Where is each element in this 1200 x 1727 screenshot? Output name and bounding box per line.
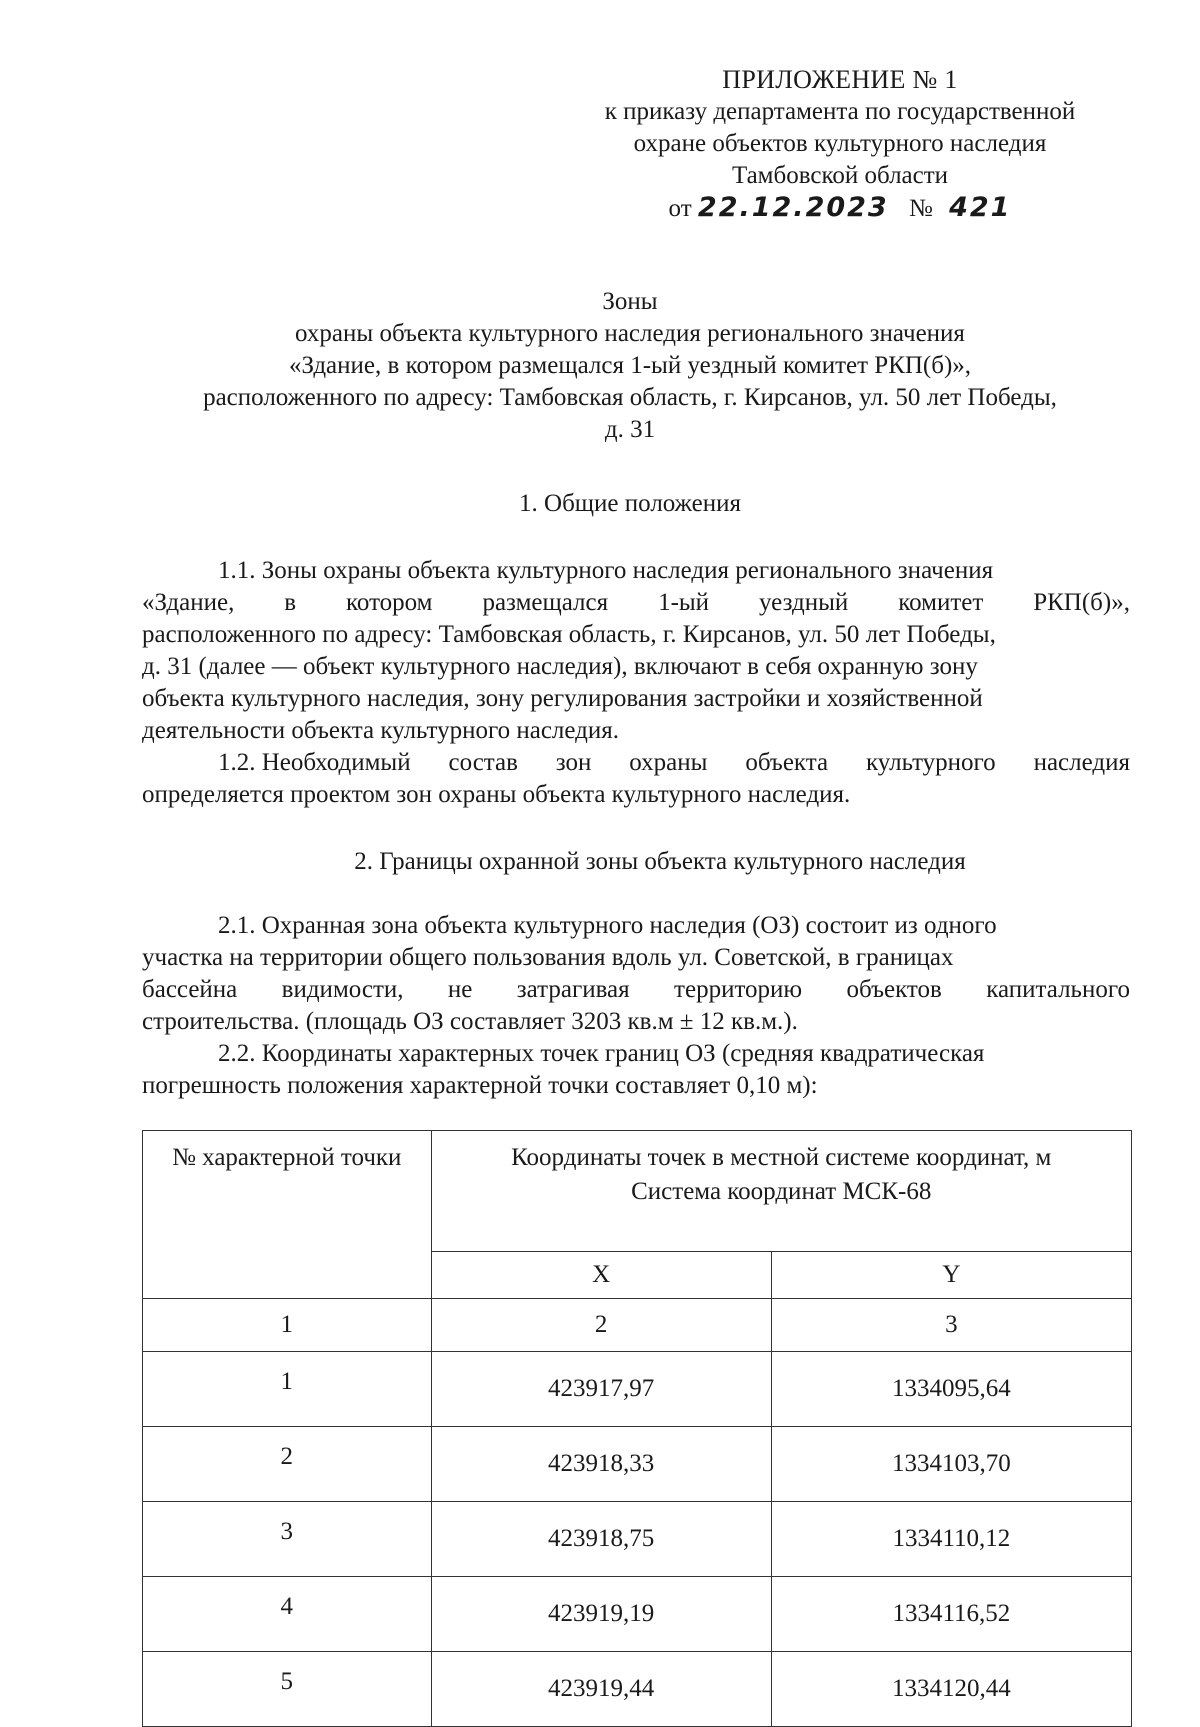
header-coordinates — [431, 1131, 1132, 1252]
section-1-paragraph-2 — [142, 747, 1130, 811]
heading-line-1: Зоны — [602, 288, 658, 315]
para-line: строительства. (площадь ОЗ составляет 3203 кв.м ± 12 кв.м.). — [142, 1008, 798, 1035]
para-line: участка на территории общего пользования вдоль ул. Советской, в границах — [142, 944, 954, 971]
coord-y: 1334116,52 — [771, 1577, 1131, 1652]
table-row — [143, 1577, 1132, 1652]
word: затрагивая — [516, 976, 630, 1003]
word: не — [447, 976, 473, 1003]
word: в — [284, 589, 297, 616]
column-number: 3 — [771, 1299, 1131, 1352]
heading-line-3: «Здание, в котором размещался 1-ый уездный комитет РКП(б)», — [288, 352, 972, 379]
word: культурного — [865, 749, 996, 776]
para-justified-line — [142, 974, 1130, 1006]
section-2-paragraph-1 — [142, 910, 1130, 1038]
word: видимости, — [281, 976, 404, 1003]
para-line: погрешность положения характерной точки составляет 0,10 м): — [142, 1072, 818, 1099]
word: наследия — [1033, 749, 1130, 776]
heading-line-5: д. 31 — [604, 416, 656, 443]
coord-x: 423918,75 — [431, 1502, 771, 1577]
coord-y: 1334095,64 — [771, 1352, 1131, 1427]
section-2-title — [160, 846, 1160, 878]
word: размещался — [482, 589, 609, 616]
handwritten-date: 22.12.2023 — [697, 192, 889, 223]
word: состав — [448, 749, 518, 776]
table-column-number-row — [143, 1299, 1132, 1352]
document-heading — [130, 286, 1130, 446]
word: уездный — [759, 589, 849, 616]
word: РКП(б)», — [1033, 589, 1130, 616]
table-row — [143, 1652, 1132, 1727]
coordinates-table — [142, 1130, 1132, 1727]
word: объектов — [846, 976, 942, 1003]
para-justified-line — [142, 747, 1130, 779]
table-row — [143, 1427, 1132, 1502]
section-1-title — [130, 488, 1130, 520]
header-coordinates-line-1: Координаты точек в местной системе координат, м — [511, 1144, 1052, 1171]
coord-y: 1334110,12 — [771, 1502, 1131, 1577]
word: 1-ый — [658, 589, 710, 616]
para-line: объекта культурного наследия, зону регулирования застройки и хозяйственной — [142, 685, 983, 712]
point-number: 4 — [143, 1577, 432, 1652]
word: территорию — [674, 976, 803, 1003]
para-line: д. 31 (далее — объект культурного наследия), включают в себя охранную зону — [142, 653, 978, 680]
word: охраны — [629, 749, 708, 776]
appendix-line-1: к приказу департамента по государственной — [604, 98, 1076, 125]
word: зон — [555, 749, 592, 776]
coord-x: 423919,44 — [431, 1652, 771, 1727]
para-line: 2.1. Охранная зона объекта культурного наследия (ОЗ) состоит из одного — [218, 912, 997, 939]
appendix-line-3: Тамбовской области — [731, 162, 949, 189]
point-number: 3 — [143, 1502, 432, 1577]
section-2-title-text: 2. Границы охранной зоны объекта культурного наследия — [354, 848, 966, 875]
number-prefix: № — [908, 195, 933, 222]
coord-x: 423917,97 — [431, 1352, 771, 1427]
table-header-row — [143, 1131, 1132, 1252]
column-number: 1 — [143, 1299, 432, 1352]
para-justified-line — [142, 587, 1130, 619]
section-1-title-text: 1. Общие положения — [519, 490, 741, 517]
heading-line-4: расположенного по адресу: Тамбовская область, г. Кирсанов, ул. 50 лет Победы, — [203, 384, 1057, 411]
word: комитет — [898, 589, 984, 616]
para-line: 1.1. Зоны охраны объекта культурного наследия регионального значения — [218, 557, 994, 584]
para-line: расположенного по адресу: Тамбовская область, г. Кирсанов, ул. 50 лет Победы, — [142, 621, 996, 648]
header-coordinates-line-2: Система координат МСК-68 — [631, 1178, 932, 1205]
para-line: деятельности объекта культурного наследия. — [142, 717, 620, 744]
point-number: 5 — [143, 1652, 432, 1727]
handwritten-number: 421 — [949, 192, 1012, 223]
section-1-paragraph-1 — [142, 555, 1130, 747]
header-point-number: № характерной точки — [143, 1131, 432, 1299]
section-2-paragraph-2 — [142, 1038, 1130, 1102]
word: капитального — [986, 976, 1130, 1003]
coord-x: 423918,33 — [431, 1427, 771, 1502]
word: бассейна — [142, 976, 238, 1003]
point-number: 2 — [143, 1427, 432, 1502]
word: котором — [346, 589, 433, 616]
table-row — [143, 1352, 1132, 1427]
coord-y: 1334103,70 — [771, 1427, 1131, 1502]
header-y: Y — [771, 1252, 1131, 1299]
point-number: 1 — [143, 1352, 432, 1427]
appendix-header — [560, 64, 1120, 225]
header-x: X — [431, 1252, 771, 1299]
coord-y: 1334120,44 — [771, 1652, 1131, 1727]
appendix-line-2: охране объектов культурного наследия — [633, 130, 1047, 157]
heading-line-2: охраны объекта культурного наследия регионального значения — [295, 320, 965, 347]
appendix-title: ПРИЛОЖЕНИЕ № 1 — [722, 65, 958, 94]
column-number: 2 — [431, 1299, 771, 1352]
word: 1.2. Необходимый — [218, 749, 411, 776]
coord-x: 423919,19 — [431, 1577, 771, 1652]
word: объекта — [745, 749, 829, 776]
para-line: 2.2. Координаты характерных точек границ ОЗ (средняя квадратическая — [218, 1040, 985, 1067]
date-prefix: от — [668, 195, 692, 222]
appendix-date-line — [560, 192, 1120, 225]
table-row — [143, 1502, 1132, 1577]
word: «Здание, — [142, 589, 235, 616]
para-line: определяется проектом зон охраны объекта культурного наследия. — [142, 781, 851, 808]
